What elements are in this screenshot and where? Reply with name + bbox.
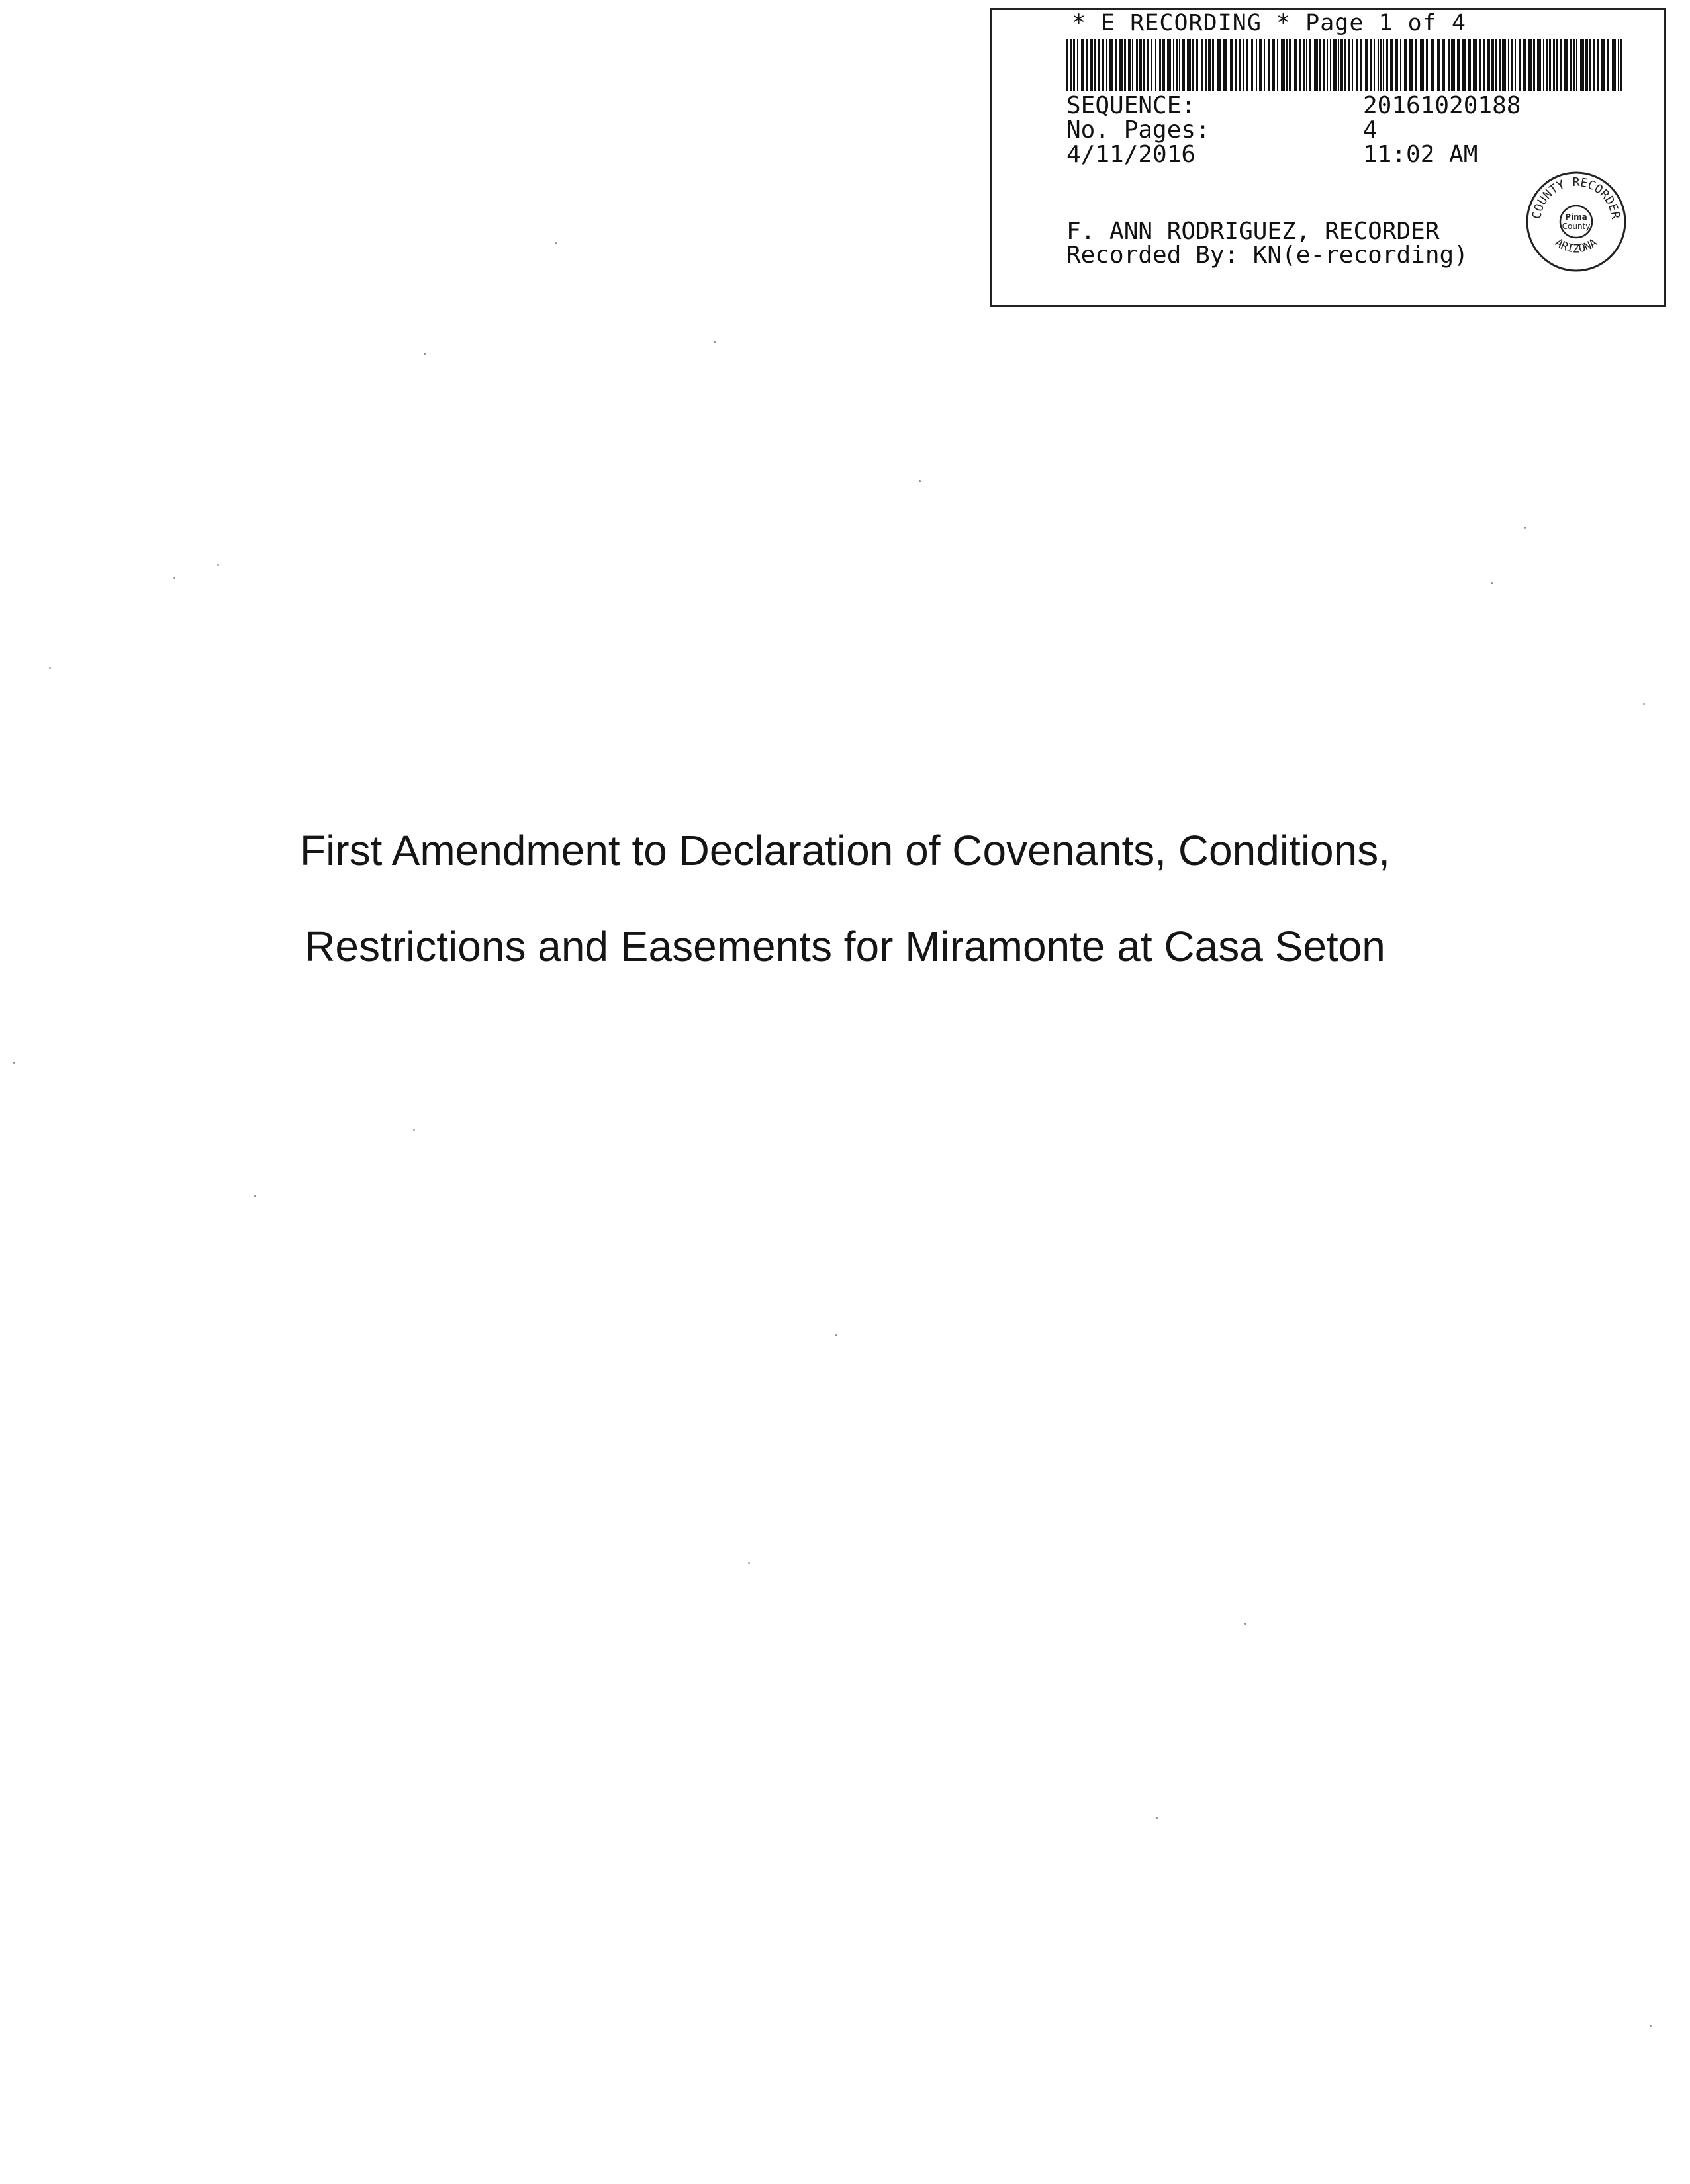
barcode-bar bbox=[1119, 39, 1123, 91]
barcode-bar bbox=[1374, 39, 1375, 91]
pages-label: No. Pages: bbox=[1066, 116, 1210, 144]
recorder-name: F. ANN RODRIGUEZ, RECORDER bbox=[1066, 218, 1440, 245]
stamp-header: * E RECORDING * Page 1 of 4 bbox=[1072, 10, 1466, 36]
barcode-bar bbox=[1264, 39, 1265, 91]
county-seal bbox=[1523, 169, 1629, 275]
barcode-bar bbox=[1543, 39, 1544, 91]
pages-value: 4 bbox=[1363, 116, 1378, 144]
barcode-bar bbox=[1573, 39, 1575, 91]
barcode-bar bbox=[1380, 39, 1382, 91]
barcode-bar bbox=[1390, 39, 1393, 91]
barcode-bar bbox=[1327, 39, 1328, 91]
barcode-bar bbox=[1073, 39, 1075, 91]
barcode-bar bbox=[1277, 39, 1278, 91]
barcode-bar bbox=[1094, 39, 1096, 91]
seal-center-line-2: County bbox=[1562, 222, 1591, 231]
barcode-bar bbox=[1564, 39, 1568, 91]
barcode-bar bbox=[1243, 39, 1244, 91]
barcode-bar bbox=[1395, 39, 1398, 91]
barcode-bar bbox=[1286, 39, 1288, 91]
barcode-bar bbox=[1323, 39, 1325, 91]
barcode-bar bbox=[1473, 39, 1477, 91]
barcode-bar bbox=[1251, 39, 1253, 91]
barcode-bar bbox=[1451, 39, 1455, 91]
barcode-bar bbox=[1102, 39, 1104, 91]
barcode-bar bbox=[1508, 39, 1509, 91]
barcode-bar bbox=[1499, 39, 1501, 91]
barcode-bar bbox=[1344, 39, 1346, 91]
barcode-bar bbox=[1487, 39, 1490, 91]
barcode-bar bbox=[1338, 39, 1339, 91]
barcode-bar bbox=[1607, 39, 1609, 91]
scan-speck bbox=[49, 667, 51, 669]
scan-speck bbox=[1244, 1623, 1246, 1625]
barcode-bar bbox=[1217, 39, 1221, 91]
scan-speck bbox=[1491, 582, 1493, 584]
scan-speck bbox=[555, 242, 557, 244]
barcode-bar bbox=[1479, 39, 1481, 91]
barcode-bar bbox=[1268, 39, 1270, 91]
scan-speck bbox=[748, 1562, 750, 1564]
barcode-bar bbox=[1212, 39, 1214, 91]
barcode-bar bbox=[1560, 39, 1562, 91]
barcode-bar bbox=[1365, 39, 1368, 91]
scan-speck bbox=[1650, 2025, 1652, 2027]
barcode-bar bbox=[1319, 39, 1321, 91]
barcode-bar bbox=[1143, 39, 1145, 91]
barcode-bar bbox=[1155, 39, 1156, 91]
barcode-bar bbox=[1124, 39, 1126, 91]
barcode-bar bbox=[1230, 39, 1233, 91]
barcode-bar bbox=[1404, 39, 1407, 91]
barcode-bar bbox=[1115, 39, 1117, 91]
recording-time: 11:02 AM bbox=[1363, 141, 1478, 168]
barcode-bar bbox=[1070, 39, 1072, 91]
barcode-bar bbox=[1533, 39, 1535, 91]
barcode-bar bbox=[1400, 39, 1401, 91]
seal-bottom-text: ARIZONA bbox=[1552, 236, 1600, 256]
barcode-bar bbox=[1333, 39, 1337, 91]
barcode-bar bbox=[1162, 39, 1165, 91]
scan-speck bbox=[424, 353, 426, 355]
barcode-bar bbox=[1528, 39, 1532, 91]
barcode-bar bbox=[1136, 39, 1138, 91]
barcode-bar bbox=[1462, 39, 1466, 91]
barcode-bar bbox=[1483, 39, 1485, 91]
barcode-bar bbox=[1515, 39, 1516, 91]
barcode-bar bbox=[1223, 39, 1227, 91]
barcode-bar bbox=[1090, 39, 1093, 91]
barcode-bar bbox=[1601, 39, 1605, 91]
barcode-bar bbox=[1167, 39, 1171, 91]
barcode-bar bbox=[1511, 39, 1513, 91]
barcode-bar bbox=[1491, 39, 1494, 91]
barcode-bar bbox=[1593, 39, 1595, 91]
barcode-bar bbox=[1437, 39, 1440, 91]
barcode-bar bbox=[1081, 39, 1084, 91]
barcode-bar bbox=[1314, 39, 1318, 91]
barcode-bar bbox=[1306, 39, 1307, 91]
barcode-bar bbox=[1589, 39, 1591, 91]
barcode-bar bbox=[1431, 39, 1434, 91]
barcode-bar bbox=[1618, 39, 1619, 91]
barcode-bar bbox=[1239, 39, 1241, 91]
barcode-bar bbox=[1147, 39, 1149, 91]
seal-top-text: COUNTY RECORDER bbox=[1530, 175, 1622, 220]
barcode-bar bbox=[1077, 39, 1078, 91]
barcode-bar bbox=[1420, 39, 1424, 91]
svg-text:ARIZONA bbox=[1552, 236, 1600, 256]
scan-speck bbox=[1524, 527, 1526, 529]
barcode-bar bbox=[1340, 39, 1343, 91]
scan-speck bbox=[413, 1129, 415, 1131]
barcode-bar bbox=[1502, 39, 1506, 91]
barcode-bar bbox=[1468, 39, 1471, 91]
barcode-bar bbox=[1303, 39, 1305, 91]
barcode-bar bbox=[1176, 39, 1178, 91]
barcode-bar bbox=[1066, 39, 1068, 91]
barcode-bar bbox=[1106, 39, 1107, 91]
barcode-bar bbox=[1523, 39, 1526, 91]
scan-speck bbox=[714, 341, 716, 343]
barcode-bar bbox=[1208, 39, 1211, 91]
barcode-bar bbox=[1426, 39, 1428, 91]
barcode-bar bbox=[1519, 39, 1521, 91]
barcode-bar bbox=[1415, 39, 1417, 91]
recording-stamp bbox=[990, 8, 1666, 307]
scan-speck bbox=[13, 1062, 15, 1064]
barcode-bar bbox=[1289, 39, 1291, 91]
scan-speck bbox=[1643, 703, 1645, 705]
barcode-bar bbox=[1128, 39, 1131, 91]
barcode-bar bbox=[1378, 39, 1379, 91]
barcode-bar bbox=[1330, 39, 1331, 91]
barcode-bar bbox=[1205, 39, 1207, 91]
barcode-bar bbox=[1179, 39, 1180, 91]
barcode-bar bbox=[1580, 39, 1584, 91]
document-title-line-2: Restrictions and Easements for Miramonte at Casa Seton bbox=[305, 923, 1385, 970]
barcode-bar bbox=[1409, 39, 1413, 91]
barcode-bar bbox=[1360, 39, 1362, 91]
barcode-bar bbox=[1159, 39, 1161, 91]
barcode-bar bbox=[1356, 39, 1358, 91]
barcode-bar bbox=[1352, 39, 1353, 91]
scan-speck bbox=[254, 1195, 256, 1197]
barcode-bar bbox=[1370, 39, 1372, 91]
barcode-bar bbox=[1182, 39, 1185, 91]
barcode-bar bbox=[1570, 39, 1572, 91]
barcode-bar bbox=[1556, 39, 1558, 91]
barcode-bar bbox=[1109, 39, 1113, 91]
barcode-bar bbox=[1442, 39, 1445, 91]
barcode-bar bbox=[1151, 39, 1152, 91]
barcode-bar bbox=[1173, 39, 1174, 91]
barcode-bar bbox=[1448, 39, 1450, 91]
scan-speck bbox=[173, 577, 175, 579]
barcode-bar bbox=[1546, 39, 1548, 91]
barcode-bar bbox=[1259, 39, 1262, 91]
barcode bbox=[1066, 39, 1622, 91]
barcode-bar bbox=[1235, 39, 1237, 91]
barcode-bar bbox=[1256, 39, 1257, 91]
barcode-bar bbox=[1187, 39, 1191, 91]
barcode-bar bbox=[1139, 39, 1142, 91]
barcode-bar bbox=[1495, 39, 1497, 91]
barcode-bar bbox=[1537, 39, 1541, 91]
barcode-bar bbox=[1457, 39, 1460, 91]
barcode-bar bbox=[1281, 39, 1285, 91]
barcode-bar bbox=[1294, 39, 1297, 91]
scan-speck bbox=[217, 564, 219, 566]
barcode-bar bbox=[1192, 39, 1194, 91]
barcode-bar bbox=[1299, 39, 1301, 91]
barcode-bar bbox=[1612, 39, 1616, 91]
barcode-bar bbox=[1383, 39, 1384, 91]
barcode-bar bbox=[1553, 39, 1555, 91]
sequence-value: 20161020188 bbox=[1363, 92, 1521, 119]
barcode-bar bbox=[1246, 39, 1248, 91]
recording-date: 4/11/2016 bbox=[1066, 141, 1196, 168]
barcode-bar bbox=[1272, 39, 1275, 91]
barcode-bar bbox=[1386, 39, 1388, 91]
barcode-bar bbox=[1132, 39, 1133, 91]
barcode-bar bbox=[1309, 39, 1311, 91]
document-title-line-1: First Amendment to Declaration of Covenants, Conditions, bbox=[299, 827, 1391, 874]
recorded-by: Recorded By: KN(e-recording) bbox=[1066, 242, 1468, 269]
scan-speck bbox=[919, 480, 921, 482]
barcode-bar bbox=[1585, 39, 1588, 91]
barcode-bar bbox=[1196, 39, 1198, 91]
barcode-bar bbox=[1098, 39, 1100, 91]
seal-center-line-1: Pima bbox=[1565, 212, 1587, 222]
scan-speck bbox=[835, 1334, 837, 1336]
barcode-bar bbox=[1348, 39, 1350, 91]
sequence-label: SEQUENCE: bbox=[1066, 92, 1196, 119]
barcode-bar bbox=[1597, 39, 1599, 91]
barcode-bar bbox=[1549, 39, 1551, 91]
barcode-bar bbox=[1620, 39, 1622, 91]
barcode-bar bbox=[1576, 39, 1577, 91]
scan-speck bbox=[1156, 1817, 1158, 1819]
barcode-bar bbox=[1086, 39, 1088, 91]
barcode-bar bbox=[1201, 39, 1203, 91]
